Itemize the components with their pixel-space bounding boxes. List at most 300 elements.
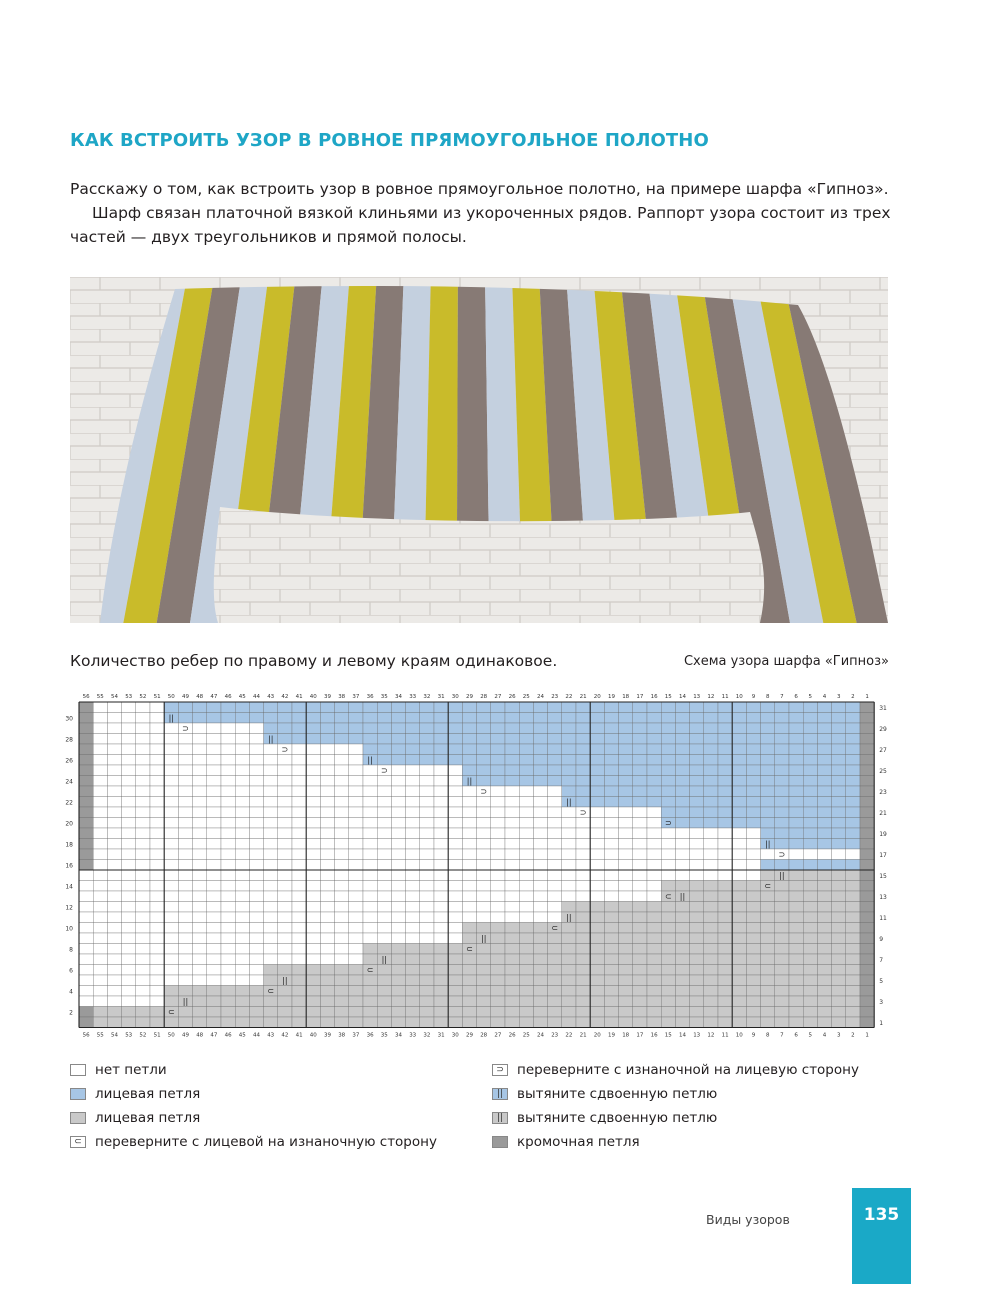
chart-cell	[633, 986, 647, 997]
chart-cell	[406, 954, 420, 965]
chart-cell	[235, 702, 249, 713]
chart-cell	[548, 723, 562, 734]
chart-cell	[406, 986, 420, 997]
chart-cell	[107, 954, 121, 965]
chart-cell	[491, 797, 505, 808]
chart-row-label-even: 26	[65, 757, 73, 765]
chart-cell	[391, 786, 405, 797]
chart-cell	[434, 723, 448, 734]
chart-cell	[505, 755, 519, 766]
chart-cell	[306, 723, 320, 734]
chart-cell	[661, 807, 675, 818]
chart-cell	[207, 881, 221, 892]
chart-cell	[647, 818, 661, 829]
chart-cell	[661, 923, 675, 934]
chart-cell	[235, 797, 249, 808]
chart-column-label: 7	[780, 694, 784, 700]
chart-cell	[633, 839, 647, 850]
chart-cell	[93, 986, 107, 997]
chart-cell	[264, 797, 278, 808]
chart-cell	[832, 996, 846, 1007]
chart-cell	[704, 944, 718, 955]
chart-cell	[249, 713, 263, 724]
chart-cell	[675, 986, 689, 997]
chart-cell	[107, 975, 121, 986]
chart-cell	[477, 776, 491, 787]
chart-cell	[505, 734, 519, 745]
chart-cell	[789, 755, 803, 766]
chart-cell	[718, 986, 732, 997]
chart-cell	[604, 828, 618, 839]
chart-cell	[576, 965, 590, 976]
chart-cell	[775, 944, 789, 955]
chart-cell	[207, 891, 221, 902]
chart-cell	[377, 996, 391, 1007]
chart-cell	[462, 849, 476, 860]
chart-cell	[150, 702, 164, 713]
chart-cell	[604, 996, 618, 1007]
chart-cell	[832, 786, 846, 797]
chart-cell	[718, 891, 732, 902]
chart-cell	[548, 1007, 562, 1018]
chart-cell	[548, 828, 562, 839]
chart-cell	[690, 734, 704, 745]
chart-cell	[761, 723, 775, 734]
chart-cell	[576, 986, 590, 997]
chart-cell	[491, 996, 505, 1007]
chart-cell	[462, 797, 476, 808]
chart-cell	[746, 1007, 760, 1018]
chart-cell	[718, 933, 732, 944]
chart-cell	[122, 765, 136, 776]
chart-cell	[221, 744, 235, 755]
chart-cell	[306, 713, 320, 724]
chart-cell	[164, 776, 178, 787]
chart-cell	[377, 839, 391, 850]
chart-cell	[548, 1017, 562, 1028]
chart-cell	[746, 713, 760, 724]
double-stitch-blue-icon: ||	[492, 1088, 508, 1100]
chart-cell	[633, 702, 647, 713]
chart-cell	[619, 1017, 633, 1028]
chart-cell	[548, 744, 562, 755]
chart-cell	[477, 881, 491, 892]
chart-cell	[278, 996, 292, 1007]
chart-cell	[789, 870, 803, 881]
gray-square-icon	[70, 1112, 86, 1124]
chart-cell	[363, 996, 377, 1007]
chart-cell	[491, 881, 505, 892]
chart-cell	[349, 713, 363, 724]
chart-cell	[207, 755, 221, 766]
chart-cell	[207, 944, 221, 955]
chart-cell	[306, 933, 320, 944]
chart-cell	[704, 996, 718, 1007]
chart-cell	[207, 923, 221, 934]
chart-column-label: 19	[608, 1032, 615, 1039]
chart-cell	[846, 965, 860, 976]
chart-cell	[491, 975, 505, 986]
chart-cell	[93, 944, 107, 955]
chart-cell	[93, 776, 107, 787]
chart-cell	[647, 849, 661, 860]
chart-cell	[320, 996, 334, 1007]
chart-cell	[292, 870, 306, 881]
chart-cell	[832, 1017, 846, 1028]
chart-cell	[633, 797, 647, 808]
chart-cell	[505, 902, 519, 913]
chart-cell	[604, 839, 618, 850]
chart-cell	[647, 723, 661, 734]
chart-cell	[349, 807, 363, 818]
chart-cell	[633, 860, 647, 871]
chart-cell	[718, 912, 732, 923]
chart-cell	[817, 923, 831, 934]
chart-cell	[619, 776, 633, 787]
chart-column-label: 43	[267, 694, 275, 700]
chart-cell	[505, 839, 519, 850]
chart-cell	[207, 933, 221, 944]
chart-cell	[178, 860, 192, 871]
chart-cell	[136, 807, 150, 818]
chart-column-label: 1	[865, 1032, 869, 1039]
chart-cell	[477, 944, 491, 955]
chart-cell	[562, 818, 576, 829]
chart-column-label: 51	[153, 694, 161, 700]
chart-cell	[519, 828, 533, 839]
chart-cell	[221, 713, 235, 724]
chart-cell	[832, 965, 846, 976]
chart-cell	[164, 849, 178, 860]
chart-cell	[434, 839, 448, 850]
chart-cell	[832, 734, 846, 745]
chart-cell	[519, 713, 533, 724]
chart-cell	[164, 807, 178, 818]
chart-cell	[633, 828, 647, 839]
chart-cell	[335, 986, 349, 997]
chart-cell	[817, 975, 831, 986]
chart-cell	[448, 902, 462, 913]
chart-cell	[647, 1017, 661, 1028]
chart-cell	[349, 986, 363, 997]
chart-cell	[491, 1017, 505, 1028]
chart-cell	[619, 807, 633, 818]
chart-cell	[491, 755, 505, 766]
chart-cell	[79, 860, 93, 871]
chart-cell	[548, 765, 562, 776]
chart-cell	[832, 839, 846, 850]
chart-cell	[533, 944, 547, 955]
chart-cell	[675, 912, 689, 923]
chart-cell	[136, 744, 150, 755]
chart-cell	[164, 818, 178, 829]
chart-cell	[164, 755, 178, 766]
chart-cell	[320, 776, 334, 787]
chart-cell	[193, 839, 207, 850]
chart-cell	[335, 744, 349, 755]
chart-cell	[562, 765, 576, 776]
page-number: 135	[863, 1205, 900, 1225]
chart-cell	[377, 702, 391, 713]
chart-cell	[477, 755, 491, 766]
chart-cell	[320, 786, 334, 797]
chart-column-label: 49	[182, 694, 189, 700]
chart-cell	[562, 986, 576, 997]
chart-cell	[136, 839, 150, 850]
chart-cell	[832, 723, 846, 734]
chart-cell	[817, 902, 831, 913]
chart-cell	[775, 828, 789, 839]
chart-cell	[519, 944, 533, 955]
chart-cell	[335, 965, 349, 976]
chart-cell	[803, 786, 817, 797]
chart-cell	[420, 923, 434, 934]
chart-cell	[420, 828, 434, 839]
chart-row-label-even: 4	[69, 988, 73, 996]
chart-cell	[746, 965, 760, 976]
chart-cell	[377, 828, 391, 839]
chart-cell	[221, 797, 235, 808]
chart-column-label: 27	[494, 694, 502, 700]
chart-row-label-odd: 13	[879, 893, 887, 901]
scarf-illustration	[70, 277, 888, 623]
chart-cell	[562, 713, 576, 724]
chart-cell	[533, 807, 547, 818]
legend-right	[492, 1058, 859, 1154]
chart-cell	[761, 870, 775, 881]
chart-cell	[576, 797, 590, 808]
chart-cell	[448, 881, 462, 892]
chart-cell	[391, 965, 405, 976]
chart-cell	[107, 839, 121, 850]
chart-cell	[122, 702, 136, 713]
chart-cell	[704, 734, 718, 745]
chart-cell	[79, 996, 93, 1007]
chart-cell	[661, 776, 675, 787]
chart-symbol: ||	[566, 913, 572, 923]
chart-cell	[420, 1017, 434, 1028]
chart-cell	[79, 734, 93, 745]
chart-cell	[235, 849, 249, 860]
chart-cell	[732, 734, 746, 745]
chart-cell	[761, 818, 775, 829]
chart-cell	[590, 839, 604, 850]
chart-cell	[107, 807, 121, 818]
chart-cell	[391, 713, 405, 724]
chart-cell	[817, 786, 831, 797]
chart-cell	[704, 828, 718, 839]
chart-symbol: ||	[679, 892, 686, 902]
chart-cell	[718, 965, 732, 976]
chart-cell	[619, 860, 633, 871]
chart-cell	[590, 986, 604, 997]
chart-cell	[548, 807, 562, 818]
chart-cell	[619, 965, 633, 976]
chart-cell	[633, 807, 647, 818]
chart-cell	[548, 786, 562, 797]
chart-cell	[93, 891, 107, 902]
chart-cell	[434, 702, 448, 713]
chart-cell	[448, 755, 462, 766]
chart-cell	[533, 1007, 547, 1018]
chart-cell	[604, 954, 618, 965]
chart-cell	[562, 860, 576, 871]
chart-cell	[860, 933, 874, 944]
chart-cell	[306, 702, 320, 713]
chart-cell	[434, 965, 448, 976]
chart-cell	[846, 891, 860, 902]
chart-cell	[406, 860, 420, 871]
chart-cell	[690, 860, 704, 871]
chart-cell	[349, 734, 363, 745]
chart-cell	[803, 755, 817, 766]
chart-column-label: 33	[409, 694, 417, 700]
chart-symbol: ||	[779, 871, 785, 881]
chart-cell	[548, 975, 562, 986]
chart-cell	[306, 776, 320, 787]
chart-cell	[718, 765, 732, 776]
chart-cell	[775, 776, 789, 787]
chart-cell	[448, 807, 462, 818]
chart-cell	[434, 891, 448, 902]
chart-column-label: 40	[309, 694, 317, 700]
chart-cell	[292, 912, 306, 923]
chart-symbol: ⊂	[551, 923, 559, 933]
chart-cell	[533, 797, 547, 808]
chart-cell	[150, 807, 164, 818]
chart-cell	[690, 891, 704, 902]
chart-column-label: 1	[865, 694, 869, 700]
chart-cell	[249, 723, 263, 734]
chart-cell	[732, 744, 746, 755]
chart-cell	[775, 986, 789, 997]
chart-cell	[93, 902, 107, 913]
chart-cell	[576, 881, 590, 892]
chart-cell	[420, 870, 434, 881]
chart-cell	[264, 755, 278, 766]
blue-square-icon	[70, 1088, 86, 1100]
chart-cell	[164, 860, 178, 871]
chart-cell	[789, 975, 803, 986]
chart-cell	[420, 860, 434, 871]
chart-cell	[704, 881, 718, 892]
chart-cell	[576, 818, 590, 829]
chart-cell	[335, 828, 349, 839]
chart-cell	[576, 828, 590, 839]
chart-cell	[562, 776, 576, 787]
chart-cell	[122, 786, 136, 797]
chart-cell	[150, 755, 164, 766]
chart-cell	[249, 881, 263, 892]
chart-cell	[306, 986, 320, 997]
chart-cell	[647, 744, 661, 755]
chart-cell	[704, 776, 718, 787]
chart-row-label-odd: 17	[879, 851, 887, 859]
chart-cell	[292, 776, 306, 787]
chart-cell	[278, 818, 292, 829]
chart-cell	[803, 891, 817, 902]
chart-cell	[661, 860, 675, 871]
chart-cell	[803, 944, 817, 955]
chart-cell	[590, 786, 604, 797]
chart-cell	[79, 1007, 93, 1018]
chart-cell	[320, 828, 334, 839]
chart-cell	[846, 786, 860, 797]
chart-cell	[477, 954, 491, 965]
chart-column-label: 32	[423, 1032, 431, 1039]
chart-cell	[107, 870, 121, 881]
chart-cell	[704, 839, 718, 850]
chart-cell	[306, 807, 320, 818]
chart-cell	[732, 891, 746, 902]
chart-cell	[122, 996, 136, 1007]
chart-cell	[590, 975, 604, 986]
chart-cell	[533, 881, 547, 892]
chart-cell	[477, 996, 491, 1007]
chart-cell	[193, 954, 207, 965]
chart-cell	[619, 923, 633, 934]
chart-column-label: 38	[338, 1032, 346, 1039]
chart-column-label: 48	[196, 1032, 204, 1039]
chart-cell	[122, 860, 136, 871]
chart-cell	[491, 734, 505, 745]
chart-cell	[93, 965, 107, 976]
chart-cell	[420, 807, 434, 818]
chart-cell	[406, 933, 420, 944]
chart-cell	[746, 734, 760, 745]
chart-cell	[562, 734, 576, 745]
chart-cell	[406, 1017, 420, 1028]
legend-item	[70, 1058, 437, 1082]
chart-cell	[803, 765, 817, 776]
chart-cell	[562, 902, 576, 913]
chart-cell	[377, 891, 391, 902]
chart-cell	[590, 713, 604, 724]
chart-column-label: 39	[324, 1032, 331, 1039]
chart-cell	[278, 923, 292, 934]
chart-cell	[150, 1017, 164, 1028]
chart-cell	[93, 975, 107, 986]
chart-cell	[803, 744, 817, 755]
chart-cell	[562, 944, 576, 955]
chart-column-label: 3	[836, 1032, 841, 1039]
chart-cell	[193, 849, 207, 860]
chart-cell	[604, 891, 618, 902]
chart-cell	[803, 828, 817, 839]
chart-cell	[846, 839, 860, 850]
chart-cell	[178, 839, 192, 850]
chart-cell	[249, 776, 263, 787]
chart-symbol: ⊃	[579, 808, 587, 818]
chart-cell	[789, 1017, 803, 1028]
chart-cell	[448, 765, 462, 776]
chart-cell	[718, 954, 732, 965]
chart-cell	[462, 786, 476, 797]
chart-cell	[832, 797, 846, 808]
chart-cell	[122, 965, 136, 976]
chart-cell	[562, 965, 576, 976]
chart-cell	[434, 933, 448, 944]
chart-cell	[732, 839, 746, 850]
chart-cell	[193, 986, 207, 997]
chart-cell	[207, 765, 221, 776]
chart-column-label: 3	[836, 694, 841, 700]
chart-cell	[789, 776, 803, 787]
chart-caption-left: Количество ребер по правому и левому краям одинаковое.	[70, 652, 558, 670]
chart-cell	[150, 765, 164, 776]
chart-cell	[533, 713, 547, 724]
chart-cell	[505, 723, 519, 734]
